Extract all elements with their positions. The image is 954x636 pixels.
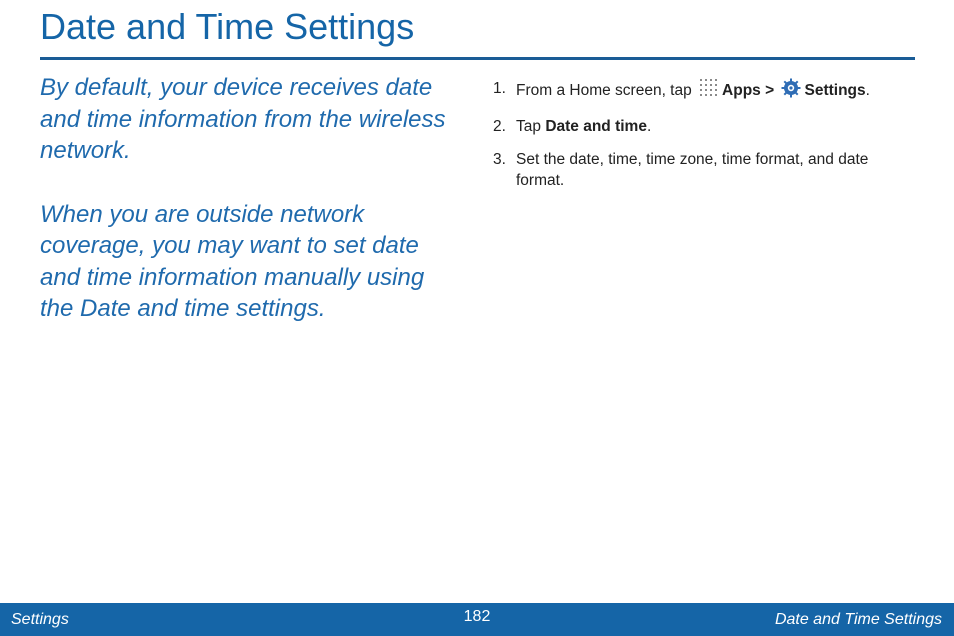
step-prefix: From a Home screen, tap: [516, 82, 692, 100]
apps-grid-icon: [699, 78, 719, 104]
title-divider: [40, 57, 915, 60]
step-number: 3.: [493, 151, 506, 168]
settings-gear-icon: [781, 78, 801, 104]
step-item: [493, 149, 913, 191]
step-item: [493, 116, 913, 137]
step-text: [516, 116, 913, 137]
step-text: Set the date, time, time zone, time format, and date format.: [516, 151, 869, 189]
page-footer: [0, 603, 954, 636]
intro-text: [40, 72, 460, 357]
steps-list: [493, 78, 913, 203]
step-text: [516, 78, 913, 104]
step-item: [493, 78, 913, 104]
footer-section-label: Settings: [11, 611, 69, 628]
page-title: Date and Time Settings: [40, 6, 415, 47]
step-number: 2.: [493, 118, 506, 135]
step-prefix: Tap: [516, 118, 541, 135]
apps-label: Apps: [722, 82, 761, 100]
step-number: 1.: [493, 80, 506, 97]
date-and-time-label: Date and time: [545, 118, 647, 135]
page-number: 182: [463, 608, 491, 625]
intro-paragraph: By default, your device receives date and time information from the wireless network.: [40, 74, 446, 164]
intro-paragraph: When you are outside network coverage, you may want to set date and time information manually using the Date and time settings.: [40, 200, 425, 322]
step-suffix: .: [646, 118, 652, 135]
settings-label: Settings: [804, 82, 866, 100]
step-separator: >: [765, 82, 775, 100]
step-suffix: .: [865, 82, 870, 100]
footer-chapter-label: Date and Time Settings: [774, 611, 942, 628]
